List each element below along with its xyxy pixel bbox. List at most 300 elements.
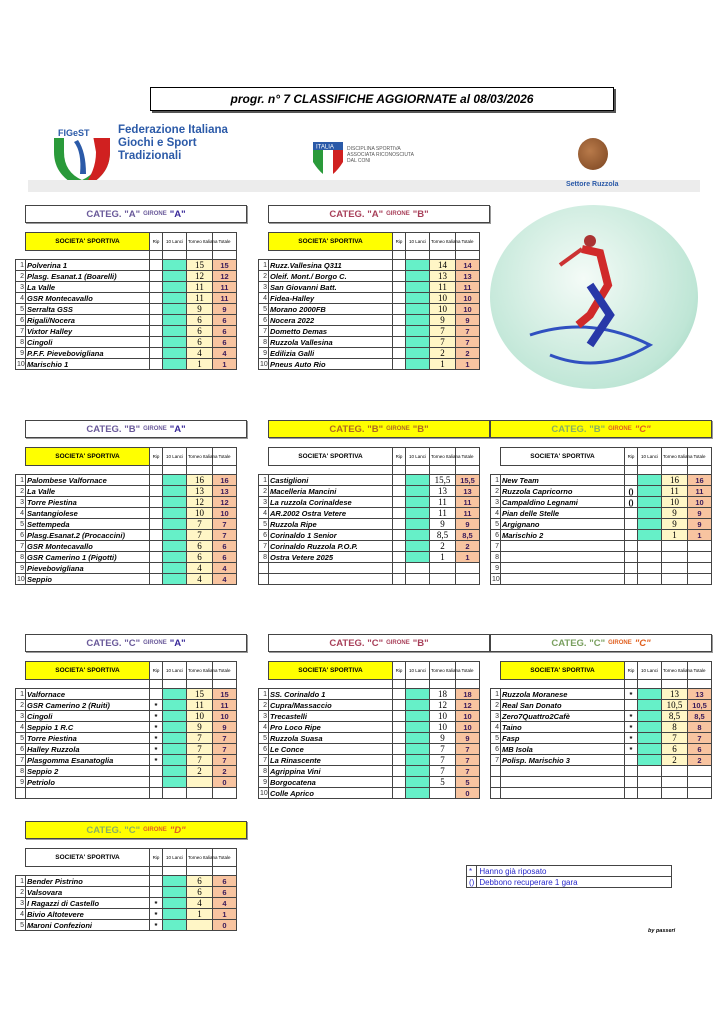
rip-cell <box>393 552 406 563</box>
rip-cell <box>150 508 163 519</box>
rip-cell <box>150 271 163 282</box>
spacer-cell <box>26 680 150 689</box>
table-row <box>16 887 237 898</box>
table-row <box>491 530 712 541</box>
torneo-cell: 10,5 <box>662 700 688 711</box>
rank-cell: 8 <box>259 552 269 563</box>
header-torneo: Torneo Italiana <box>187 662 213 680</box>
torneo-cell: 18 <box>430 689 456 700</box>
rip-cell <box>150 689 163 700</box>
spacer-cell <box>625 680 638 689</box>
rank-cell: 2 <box>16 887 26 898</box>
torneo-cell: 15 <box>187 689 213 700</box>
category-label: CATEG. "B" <box>86 423 141 435</box>
totale-cell: 7 <box>213 519 237 530</box>
rank-cell: 9 <box>16 563 26 574</box>
header-societa: SOCIETA' SPORTIVA <box>501 662 625 680</box>
category-label: CATEG. "C" <box>329 637 384 649</box>
totale-cell: 6 <box>213 552 237 563</box>
header-rip: Rip <box>393 448 406 466</box>
rip-cell <box>625 574 638 585</box>
lanci-cell <box>163 508 187 519</box>
table-row <box>16 722 237 733</box>
totale-cell: 7 <box>456 755 480 766</box>
spacer-row <box>259 680 480 689</box>
team-name: Pneus Auto Rio <box>269 359 393 370</box>
lanci-cell <box>406 755 430 766</box>
rip-cell <box>625 777 638 788</box>
table-row <box>16 574 237 585</box>
team-name: Marischio 2 <box>501 530 625 541</box>
table-header <box>16 849 237 867</box>
torneo-cell: 10 <box>430 722 456 733</box>
rank-cell: 5 <box>259 519 269 530</box>
header-rip: Rip <box>150 233 163 251</box>
table-row <box>16 541 237 552</box>
table-row <box>259 348 480 359</box>
rip-cell <box>393 700 406 711</box>
torneo-cell: 13 <box>187 486 213 497</box>
spacer-row <box>16 466 237 475</box>
lanci-cell <box>163 689 187 700</box>
lanci-cell <box>406 788 430 799</box>
team-name: SS. Corinaldo 1 <box>269 689 393 700</box>
rank-cell: 10 <box>260 789 268 797</box>
girone-label: GIRONE <box>386 640 410 646</box>
table-row <box>16 744 237 755</box>
torneo-cell <box>662 541 688 552</box>
rip-cell <box>625 552 638 563</box>
spacer-cell <box>501 680 625 689</box>
team-name: Halley Ruzzola <box>26 744 150 755</box>
table-row <box>259 315 480 326</box>
team-name: Ostra Vetere 2025 <box>269 552 393 563</box>
torneo-cell: 2 <box>187 766 213 777</box>
header-spacer <box>16 233 26 251</box>
totale-cell <box>456 563 480 574</box>
table-row <box>16 711 237 722</box>
rip-cell <box>150 304 163 315</box>
lanci-cell <box>163 271 187 282</box>
rip-cell <box>150 519 163 530</box>
rank-cell: 3 <box>16 711 26 722</box>
lanci-cell <box>406 497 430 508</box>
totale-cell: 8,5 <box>688 711 712 722</box>
table-row <box>491 552 712 563</box>
lanci-cell <box>406 271 430 282</box>
table-row <box>16 689 237 700</box>
totale-cell: 10 <box>456 711 480 722</box>
rip-cell <box>625 508 638 519</box>
spacer-cell <box>259 466 269 475</box>
spacer-cell <box>213 466 237 475</box>
team-name: Valsovara <box>26 887 150 898</box>
girone-label: GIRONE <box>386 211 410 217</box>
rank-cell: 9 <box>16 777 26 788</box>
torneo-cell <box>662 552 688 563</box>
lanci-cell <box>406 744 430 755</box>
rank-cell: 9 <box>491 563 501 574</box>
lanci-cell <box>638 755 662 766</box>
lanci-cell <box>163 519 187 530</box>
table-row <box>16 876 237 887</box>
totale-cell <box>688 541 712 552</box>
lanci-cell <box>406 530 430 541</box>
lanci-cell <box>163 348 187 359</box>
table-row <box>16 788 237 799</box>
rank-cell: 4 <box>491 722 501 733</box>
legend-row <box>467 877 672 888</box>
header-totale: Totale <box>213 662 237 680</box>
table-row <box>259 519 480 530</box>
lanci-cell <box>638 700 662 711</box>
rip-cell <box>393 689 406 700</box>
spacer-cell <box>187 680 213 689</box>
header-societa: SOCIETA' SPORTIVA <box>501 448 625 466</box>
torneo-cell: 5 <box>430 777 456 788</box>
team-name: Marischio 1 <box>26 359 150 370</box>
spacer-row <box>16 680 237 689</box>
torneo-cell: 6 <box>187 876 213 887</box>
table-row <box>16 530 237 541</box>
table-row <box>259 722 480 733</box>
torneo-cell: 10 <box>430 711 456 722</box>
totale-cell <box>688 563 712 574</box>
lanci-cell <box>638 689 662 700</box>
lanci-cell <box>163 497 187 508</box>
team-name: AR.2002 Ostra Vetere <box>269 508 393 519</box>
team-name: Colle Aprico <box>269 788 393 799</box>
girone-label: GIRONE <box>143 827 167 833</box>
rank-cell: 10 <box>17 575 25 583</box>
torneo-cell <box>662 766 688 777</box>
header-societa: SOCIETA' SPORTIVA <box>26 448 150 466</box>
header-torneo: Torneo Italiana <box>662 662 688 680</box>
legend-text: Debbono recuperare 1 gara <box>477 877 672 888</box>
standings-table-c-c <box>490 661 712 799</box>
rank-cell <box>491 777 501 788</box>
lanci-cell <box>638 519 662 530</box>
team-name: Plasgomma Esanatoglia <box>26 755 150 766</box>
totale-cell: 2 <box>456 541 480 552</box>
team-name: I Ragazzi di Castello <box>26 898 150 909</box>
spacer-cell <box>259 251 269 260</box>
fed-line: Federazione Italiana <box>118 124 228 136</box>
lanci-cell <box>163 898 187 909</box>
rip-cell: * <box>625 722 638 733</box>
lanci-cell <box>406 337 430 348</box>
category-label: CATEG. "C" <box>551 637 606 649</box>
team-name: Polisp. Marischio 3 <box>501 755 625 766</box>
coni-line: ASSOCIATA RICONOSCIUTA <box>347 152 414 158</box>
torneo-cell: 6 <box>187 887 213 898</box>
girone-label: GIRONE <box>608 640 632 646</box>
torneo-cell: 10 <box>187 711 213 722</box>
team-name <box>501 552 625 563</box>
torneo-cell: 11 <box>187 293 213 304</box>
rip-cell <box>150 315 163 326</box>
lanci-cell <box>638 475 662 486</box>
totale-cell: 9 <box>456 315 480 326</box>
girone-label: GIRONE <box>608 426 632 432</box>
team-name: Seppio 2 <box>26 766 150 777</box>
spacer-cell <box>430 466 456 475</box>
spacer-cell <box>150 867 163 876</box>
lanci-cell <box>638 541 662 552</box>
team-name: Fasp <box>501 733 625 744</box>
team-name: Valfornace <box>26 689 150 700</box>
header-rip: Rip <box>625 662 638 680</box>
torneo-cell: 4 <box>187 348 213 359</box>
rank-cell: 4 <box>259 293 269 304</box>
team-name: GSR Montecavallo <box>26 541 150 552</box>
spacer-cell <box>491 680 501 689</box>
table-row <box>491 788 712 799</box>
totale-cell: 16 <box>213 475 237 486</box>
header-totale: Totale <box>688 662 712 680</box>
rip-cell <box>625 475 638 486</box>
table-row <box>259 337 480 348</box>
rip-cell <box>393 348 406 359</box>
totale-cell: 10 <box>213 711 237 722</box>
lanci-cell <box>406 304 430 315</box>
legend-symbol: * <box>467 866 477 877</box>
table-row <box>491 519 712 530</box>
table-header <box>259 448 480 466</box>
totale-cell <box>213 788 237 799</box>
torneo-cell: 6 <box>187 326 213 337</box>
rip-cell: * <box>150 898 163 909</box>
spacer-cell <box>269 466 393 475</box>
rank-cell: 1 <box>259 689 269 700</box>
team-name: Serralta GSS <box>26 304 150 315</box>
lanci-cell <box>163 563 187 574</box>
totale-cell: 9 <box>456 519 480 530</box>
rank-cell: 6 <box>491 530 501 541</box>
team-name: Ruzz.Vallesina Q311 <box>269 260 393 271</box>
svg-text:ITALIA: ITALIA <box>316 144 334 151</box>
spacer-cell <box>406 251 430 260</box>
rip-cell <box>393 722 406 733</box>
team-name: Nocera 2022 <box>269 315 393 326</box>
spacer-cell <box>625 466 638 475</box>
totale-cell: 10 <box>456 722 480 733</box>
team-name: Agrippina Vini <box>269 766 393 777</box>
rip-cell <box>150 486 163 497</box>
team-name: Settempeda <box>26 519 150 530</box>
table-row <box>491 508 712 519</box>
table-row <box>259 766 480 777</box>
team-name: La Rinascente <box>269 755 393 766</box>
rank-cell: 7 <box>16 755 26 766</box>
lanci-cell <box>163 530 187 541</box>
lanci-cell <box>163 744 187 755</box>
rip-cell: () <box>625 497 638 508</box>
rank-cell: 1 <box>16 260 26 271</box>
table-row <box>259 733 480 744</box>
rip-cell <box>393 359 406 370</box>
spacer-cell <box>16 867 26 876</box>
rank-cell: 2 <box>259 700 269 711</box>
team-name: GSR Camerino 2 (Ruiti) <box>26 700 150 711</box>
header-lanci: 10 Lanci <box>163 233 187 251</box>
totale-cell: 10 <box>456 304 480 315</box>
header-lanci: 10 Lanci <box>406 233 430 251</box>
totale-cell: 6 <box>213 337 237 348</box>
rip-cell <box>150 530 163 541</box>
torneo-cell: 9 <box>430 733 456 744</box>
header-totale: Totale <box>688 448 712 466</box>
header-lanci: 10 Lanci <box>163 448 187 466</box>
totale-cell: 4 <box>213 574 237 585</box>
rank-cell: 7 <box>259 755 269 766</box>
table-row <box>16 700 237 711</box>
header-rip: Rip <box>393 233 406 251</box>
table-row <box>259 282 480 293</box>
torneo-cell: 7 <box>187 755 213 766</box>
rip-cell <box>393 744 406 755</box>
header-lanci: 10 Lanci <box>638 662 662 680</box>
table-row <box>491 574 712 585</box>
lanci-cell <box>163 887 187 898</box>
table-row <box>16 359 237 370</box>
table-title-c-c <box>490 634 712 652</box>
torneo-cell: 13 <box>430 271 456 282</box>
spacer-cell <box>430 680 456 689</box>
rip-cell <box>150 326 163 337</box>
rip-cell <box>150 337 163 348</box>
spacer-cell <box>187 867 213 876</box>
table-row <box>259 293 480 304</box>
girone-letter: "C" <box>634 423 651 435</box>
header-totale: Totale <box>213 448 237 466</box>
lanci-cell <box>638 744 662 755</box>
spacer-cell <box>187 466 213 475</box>
standings-table-a-a <box>15 232 237 370</box>
team-name <box>501 574 625 585</box>
torneo-cell: 12 <box>430 700 456 711</box>
rip-cell: * <box>625 689 638 700</box>
girone-letter: "A" <box>169 637 186 649</box>
rip-cell <box>150 475 163 486</box>
torneo-cell: 9 <box>430 519 456 530</box>
spacer-cell <box>26 251 150 260</box>
rip-cell: () <box>625 486 638 497</box>
coni-line: DISCIPLINA SPORTIVA <box>347 146 401 152</box>
totale-cell: 18 <box>456 689 480 700</box>
totale-cell: 7 <box>213 530 237 541</box>
lanci-cell <box>163 777 187 788</box>
table-row <box>16 755 237 766</box>
rip-cell: * <box>625 733 638 744</box>
team-name: Seppio <box>26 574 150 585</box>
team-name: Maroni Confezioni <box>26 920 150 931</box>
rank-cell: 1 <box>491 475 501 486</box>
rip-cell <box>393 271 406 282</box>
totale-cell: 7 <box>213 744 237 755</box>
table-row <box>259 744 480 755</box>
rank-cell <box>491 788 501 799</box>
lanci-cell <box>638 722 662 733</box>
team-name: Castiglioni <box>269 475 393 486</box>
legend-row <box>467 866 672 877</box>
rip-cell <box>393 711 406 722</box>
totale-cell: 11 <box>456 282 480 293</box>
header-societa: SOCIETA' SPORTIVA <box>26 233 150 251</box>
totale-cell: 12 <box>456 700 480 711</box>
totale-cell <box>688 552 712 563</box>
spacer-cell <box>456 466 480 475</box>
rip-cell <box>393 766 406 777</box>
lanci-cell <box>406 552 430 563</box>
header-societa: SOCIETA' SPORTIVA <box>26 849 150 867</box>
team-name: Bivio Altotevere <box>26 909 150 920</box>
team-name: Edilizia Galli <box>269 348 393 359</box>
lanci-cell <box>406 689 430 700</box>
lanci-cell <box>406 315 430 326</box>
table-row <box>16 304 237 315</box>
totale-cell: 7 <box>213 733 237 744</box>
rank-cell: 4 <box>16 293 26 304</box>
lanci-cell <box>406 519 430 530</box>
table-header <box>259 233 480 251</box>
header-spacer <box>16 448 26 466</box>
table-row <box>259 563 480 574</box>
rip-cell <box>150 541 163 552</box>
header-societa: SOCIETA' SPORTIVA <box>269 233 393 251</box>
totale-cell: 2 <box>456 348 480 359</box>
rank-cell: 7 <box>16 541 26 552</box>
rip-cell <box>393 315 406 326</box>
table-row <box>491 711 712 722</box>
table-header <box>491 662 712 680</box>
torneo-cell: 14 <box>430 260 456 271</box>
torneo-cell: 6 <box>187 552 213 563</box>
table-row <box>259 711 480 722</box>
torneo-cell <box>187 777 213 788</box>
table-title-a-a <box>25 205 247 223</box>
table-row <box>259 530 480 541</box>
header-torneo: Torneo Italiana <box>662 448 688 466</box>
rip-cell <box>150 359 163 370</box>
team-name: P.F.F. Pievebovigliana <box>26 348 150 359</box>
totale-cell: 8,5 <box>456 530 480 541</box>
torneo-cell: 6 <box>187 337 213 348</box>
totale-cell: 6 <box>213 887 237 898</box>
rank-cell: 4 <box>259 508 269 519</box>
totale-cell: 10 <box>213 508 237 519</box>
spacer-cell <box>456 251 480 260</box>
totale-cell: 6 <box>213 876 237 887</box>
lanci-cell <box>163 909 187 920</box>
torneo-cell: 1 <box>430 552 456 563</box>
team-name: Ruzzola Capricorno <box>501 486 625 497</box>
header-lanci: 10 Lanci <box>163 662 187 680</box>
spacer-cell <box>150 680 163 689</box>
lanci-cell <box>406 475 430 486</box>
rip-cell <box>625 755 638 766</box>
player-illustration <box>490 205 698 389</box>
torneo-cell: 10 <box>662 497 688 508</box>
rank-cell: 3 <box>491 497 501 508</box>
team-name: Real San Donato <box>501 700 625 711</box>
rip-cell <box>393 755 406 766</box>
team-name: Ruzzola Moranese <box>501 689 625 700</box>
table-row <box>259 508 480 519</box>
torneo-cell: 7 <box>187 733 213 744</box>
rank-cell: 10 <box>492 575 500 583</box>
rank-cell: 2 <box>16 486 26 497</box>
